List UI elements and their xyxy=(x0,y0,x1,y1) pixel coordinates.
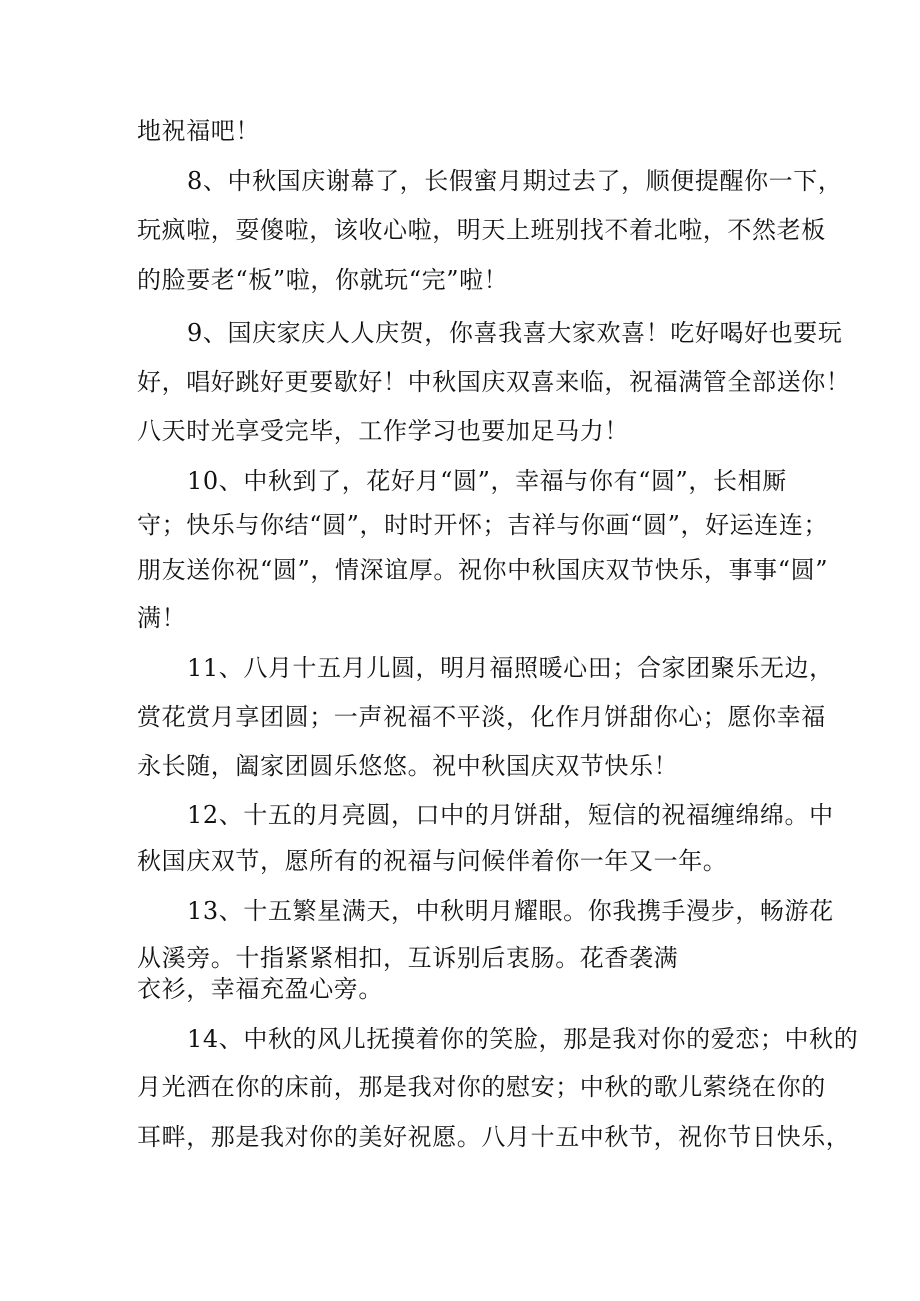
text-line: 好，唱好跳好更要歇好！中秋国庆双喜来临，祝福满管全部送你！ xyxy=(137,368,851,396)
text-line: 满！ xyxy=(137,604,187,632)
text-line: 月光洒在你的床前，那是我对你的慰安；中秋的歌儿萦绕在你的 xyxy=(137,1073,826,1101)
paragraph-11-line-1: 11、八月十五月儿圆，明月福照暖心田；合家团聚乐无边， xyxy=(187,654,834,682)
text-line: 守；快乐与你结“圆”，时时开怀；吉祥与你画“圆”，好运连连； xyxy=(137,511,829,539)
paragraph-9-line-1: 9、国庆家庆人人庆贺，你喜我喜大家欢喜！吃好喝好也要玩 xyxy=(187,319,843,347)
text-line: 衣衫，幸福充盈心旁。 xyxy=(137,975,383,1003)
paragraph-12-line-1: 12、十五的月亮圆，口中的月饼甜，短信的祝福缠绵绵。中 xyxy=(187,801,834,829)
text-line: 八天时光享受完毕，工作学习也要加足马力！ xyxy=(137,417,629,445)
paragraph-8-line-1: 8、中秋国庆谢幕了，长假蜜月期过去了，顺便提醒你一下， xyxy=(187,167,843,195)
text-line: 从溪旁。十指紧紧相扣，互诉别后衷肠。花香袭满 xyxy=(137,944,679,972)
text-line: 地祝福吧！ xyxy=(137,117,260,145)
paragraph-14-line-1: 14、中秋的风儿抚摸着你的笑脸，那是我对你的爱恋；中秋的 xyxy=(187,1025,859,1053)
text-line: 玩疯啦，耍傻啦，该收心啦，明天上班别找不着北啦，不然老板 xyxy=(137,216,826,244)
paragraph-13-line-1: 13、十五繁星满天，中秋明月耀眼。你我携手漫步，畅游花 xyxy=(187,897,834,925)
text-line: 秋国庆双节，愿所有的祝福与问候伴着你一年又一年。 xyxy=(137,847,728,875)
text-line: 永长随，阖家团圆乐悠悠。祝中秋国庆双节快乐！ xyxy=(137,752,679,780)
text-line: 的脸要老“板”啦，你就玩“完”啦！ xyxy=(137,266,509,294)
text-line: 朋友送你祝“圆”，情深谊厚。祝你中秋国庆双节快乐，事事“圆” xyxy=(137,556,829,584)
text-line: 耳畔，那是我对你的美好祝愿。八月十五中秋节，祝你节日快乐， xyxy=(137,1123,851,1151)
text-line: 赏花赏月享团圆；一声祝福不平淡，化作月饼甜你心；愿你幸福 xyxy=(137,703,826,731)
paragraph-10-line-1: 10、中秋到了，花好月“圆”，幸福与你有“圆”，长相厮 xyxy=(187,467,787,495)
